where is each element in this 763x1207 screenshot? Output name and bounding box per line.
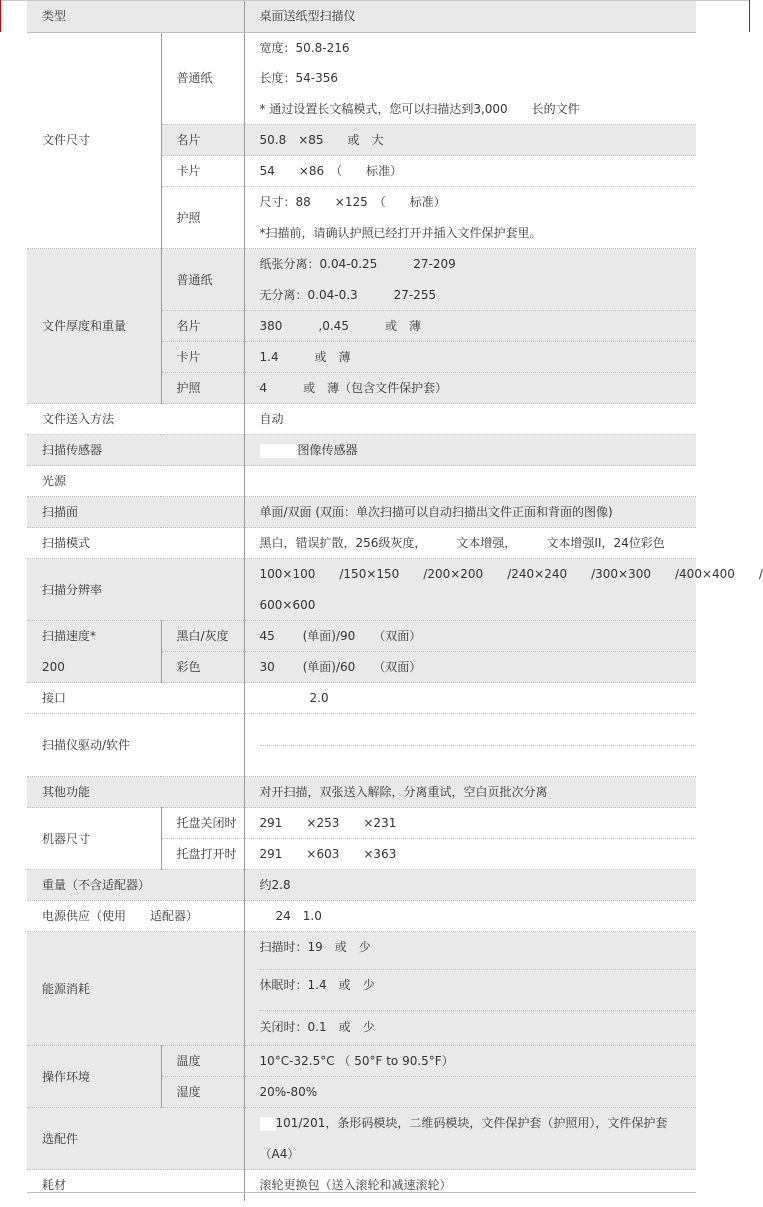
row-value: 20%-80% (244, 1077, 696, 1108)
table-row (27, 1108, 696, 1170)
table-row (27, 870, 696, 901)
row-value: 桌面送纸型扫描仪 (244, 1, 696, 32)
row-label: 扫描传感器 (27, 435, 244, 466)
redaction-block (260, 692, 310, 706)
table-row (27, 808, 696, 839)
table-row (27, 1170, 696, 1201)
sub-label: 黑白/灰度 (161, 621, 244, 652)
table-row (27, 559, 696, 621)
row-label: 能源消耗 (27, 932, 244, 1046)
row-value: 45 (单面)/90 （双面） (244, 621, 696, 652)
value-text: 24 1.0 (275, 909, 322, 923)
value-line: 100×100 /150×150 /200×200 /240×240 /300×300 /400×400 / (259, 567, 763, 581)
value-text: 图像传感器 (297, 443, 358, 457)
left-accent-line (0, 0, 1, 32)
speed-label-sub: 200 (42, 659, 65, 674)
bottom-border (27, 1192, 696, 1193)
value-line: （A4） (259, 1146, 300, 1161)
row-label: 光源 (27, 466, 244, 497)
table-row (27, 435, 696, 466)
value-line (260, 1108, 697, 1139)
table-row (27, 714, 696, 777)
row-label (27, 621, 161, 683)
row-label: 扫描面 (27, 497, 244, 528)
value-text: 2.0 (309, 691, 329, 705)
row-label: 扫描仪驱动/软件 (27, 714, 244, 777)
sub-label: 卡片 (161, 156, 244, 187)
sub-label: 普通纸 (161, 249, 244, 311)
row-label: 选配件 (27, 1108, 244, 1170)
row-label: 接口 (27, 683, 244, 714)
value-line: 600×600 (259, 597, 316, 612)
value-line: 长度：54-356 (259, 71, 339, 85)
row-value (244, 249, 696, 311)
table-row (27, 32, 696, 125)
row-label: 重量（不含适配器） (27, 870, 244, 901)
row-value: 1.4 或 薄 (244, 342, 696, 373)
row-label: 文件送入方法 (27, 404, 244, 435)
table-row (27, 901, 696, 932)
value-line: 宽度：50.8-216 (259, 40, 350, 55)
value-line: 无分离：0.04-0.3 27-255 (259, 287, 437, 302)
value-line: * 通过设置长文稿模式，您可以扫描达到3,000 长的文件 (259, 101, 580, 116)
table-row (27, 777, 696, 808)
value-line: 纸张分离：0.04-0.25 27-209 (259, 257, 456, 271)
redaction-block (260, 1117, 276, 1131)
row-value: 4 或 薄（包含文件保护套） (244, 373, 696, 404)
redaction-block (260, 444, 298, 458)
value-line (260, 714, 697, 745)
row-value: 50.8 ×85 或 大 (244, 125, 696, 156)
row-value: 380 ,0.45 或 薄 (244, 311, 696, 342)
row-label: 类型 (27, 1, 244, 32)
row-label: 其他功能 (27, 777, 244, 808)
row-label: 电源供应（使用 适配器） (27, 901, 244, 932)
value-line: *扫描前，请确认护照已经打开并插入文件保护套里。 (259, 225, 542, 240)
row-value (244, 932, 696, 1046)
table-row (27, 1046, 696, 1077)
row-label: 扫描模式 (27, 528, 244, 559)
table-row (27, 1, 696, 32)
sub-label: 彩色 (161, 652, 244, 683)
row-value: 自动 (244, 404, 696, 435)
row-label: 扫描分辨率 (27, 559, 244, 621)
row-value: 291 ×253 ×231 (244, 808, 696, 839)
table-row (27, 932, 696, 1046)
row-value: 291 ×603 ×363 (244, 839, 696, 870)
row-value: 54 ×86 （ 标准） (244, 156, 696, 187)
table-row (27, 621, 696, 652)
value-line: 扫描时：19 或 少 (259, 940, 371, 954)
sub-label: 托盘打开时 (161, 839, 244, 870)
sub-label: 温度 (161, 1046, 244, 1077)
row-value (244, 683, 696, 714)
row-value (244, 559, 763, 621)
speed-label: 扫描速度* (42, 629, 97, 643)
row-label: 文件尺寸 (27, 32, 161, 249)
sub-label: 护照 (161, 187, 244, 249)
row-value: 30 (单面)/60 （双面） (244, 652, 696, 683)
row-label: 耗材 (27, 1170, 244, 1201)
sub-label: 湿度 (161, 1077, 244, 1108)
row-value: 黑白，错误扩散，256级灰度， 文本增强， 文本增强II，24位彩色 (244, 528, 696, 559)
row-value: 10°C-32.5°C （ 50°F to 90.5°F） (244, 1046, 696, 1077)
sub-label: 卡片 (161, 342, 244, 373)
spec-table (27, 1, 763, 1201)
row-value: 对开扫描，双张送入解除，分离重试，空白页批次分离 (244, 777, 696, 808)
row-value (244, 435, 696, 466)
row-label: 机器尺寸 (27, 808, 161, 870)
row-value (244, 901, 696, 932)
table-row (27, 528, 696, 559)
value-line (260, 745, 697, 777)
sub-label: 托盘关闭时 (161, 808, 244, 839)
row-label: 文件厚度和重量 (27, 249, 161, 404)
table-row (27, 466, 696, 497)
row-label: 操作环境 (27, 1046, 161, 1108)
row-value (244, 1108, 696, 1170)
row-value: 滚轮更换包（送入滚轮和减速滚轮） (244, 1170, 696, 1201)
table-row (27, 683, 696, 714)
sub-label: 名片 (161, 125, 244, 156)
row-value: 约2.8 (244, 870, 696, 901)
sub-label: 普通纸 (161, 32, 244, 125)
redaction-block (260, 910, 276, 924)
value-line: 尺寸：88 ×125 （ 标准） (259, 195, 446, 209)
sub-label: 护照 (161, 373, 244, 404)
table-row (27, 249, 696, 311)
row-value (244, 714, 696, 777)
table-row (27, 497, 696, 528)
row-value (244, 187, 696, 249)
row-value: 单面/双面 (双面：单次扫描可以自动扫描出文件正面和背面的图像) (244, 497, 696, 528)
row-value (244, 32, 696, 125)
value-line: 休眠时：1.4 或 少 (260, 969, 697, 1010)
right-accent-line (749, 0, 750, 32)
value-text: 101/201，条形码模块，二维码模块，文件保护套（护照用），文件保护套 (275, 1116, 668, 1130)
table-row (27, 404, 696, 435)
row-value (244, 466, 696, 497)
value-line: 关闭时：0.1 或 少 (260, 1010, 697, 1045)
sub-label: 名片 (161, 311, 244, 342)
